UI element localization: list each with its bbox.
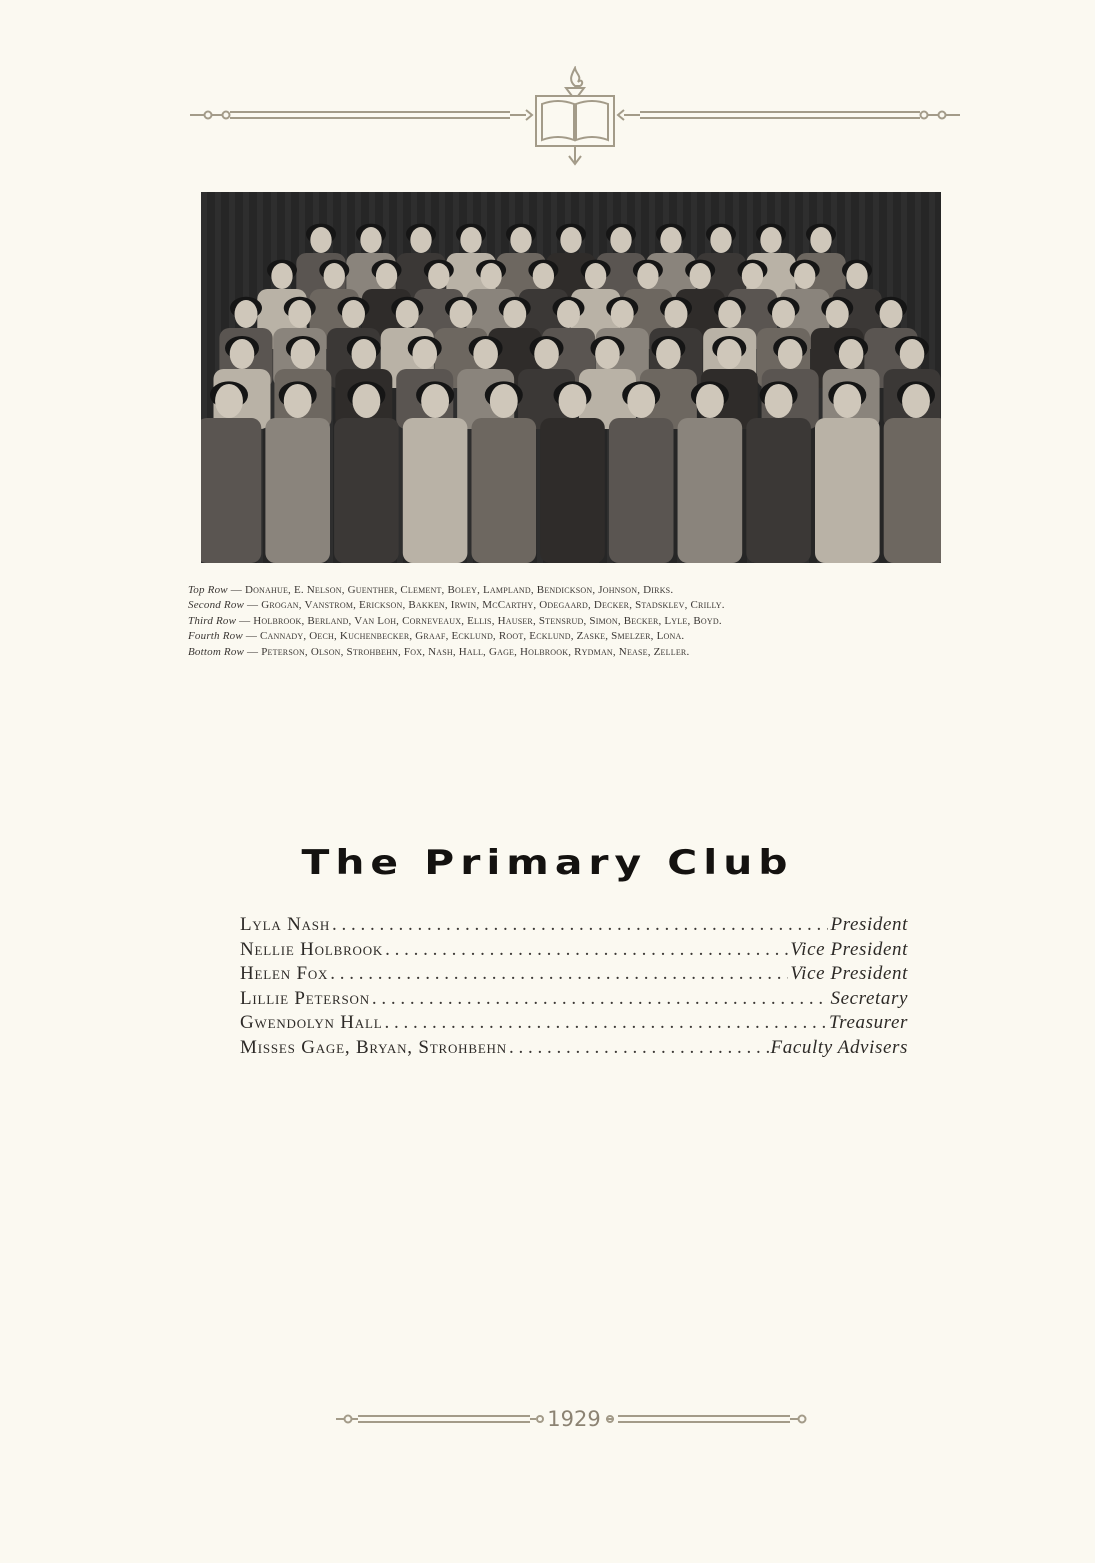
caption-row-second: Second Row — Grogan, Vanstrom, Erickson, Bakken, Irwin, McCarthy, Odegaard, Decker, Stadsklev, Crilly. xyxy=(188,599,725,612)
officer-role: Secretary xyxy=(830,987,908,1009)
officer-row xyxy=(240,938,908,963)
photo-caption xyxy=(188,583,988,660)
officer-name: Gwendolyn Hall xyxy=(240,1012,383,1033)
officer-role: Treasurer xyxy=(829,1012,908,1033)
caption-row-bottom: Bottom Row — Peterson, Olson, Strohbehn, Fox, Nash, Hall, Gage, Holbrook, Rydman, Nease, Zeller. xyxy=(188,645,690,658)
officer-row xyxy=(240,1036,908,1061)
officer-row xyxy=(240,962,908,987)
dot-leader xyxy=(385,938,788,963)
officer-row xyxy=(240,913,908,938)
officer-name: Lillie Peterson xyxy=(240,987,370,1009)
footer-year: 1929 xyxy=(547,1407,601,1431)
dot-leader xyxy=(384,1011,827,1036)
officer-name: Misses Gage, Bryan, Strohbehn xyxy=(240,1036,507,1058)
officer-row xyxy=(240,1011,908,1036)
officer-row xyxy=(240,987,908,1012)
officer-role: Faculty Advisers xyxy=(770,1036,908,1058)
caption-row-third: Third Row — Holbrook, Berland, Van Loh, Corneveaux, Ellis, Hauser, Stensrud, Simon, Becker, Lyle, Boyd. xyxy=(188,614,722,627)
dot-leader xyxy=(509,1036,769,1061)
group-photo xyxy=(201,192,941,563)
officer-name: Nellie Holbrook xyxy=(240,938,384,960)
officer-role: Vice President xyxy=(790,938,908,960)
officer-name: Helen Fox xyxy=(240,963,329,984)
officers-list xyxy=(240,913,908,1060)
officer-name: Lyla Nash xyxy=(240,914,331,935)
caption-row-top: Top Row — Donahue, E. Nelson, Guenther, Clement, Boley, Lampland, Bendickson, Johnson, Dirks. xyxy=(188,584,674,596)
officer-role: Vice President xyxy=(790,963,908,984)
torch-and-open-book-icon xyxy=(190,66,960,170)
page-title: The Primary Club xyxy=(301,843,794,883)
dot-leader xyxy=(332,913,828,938)
group-photo-icon xyxy=(201,192,941,563)
dot-leader xyxy=(372,987,829,1012)
dot-leader xyxy=(330,962,788,987)
officer-role: President xyxy=(830,914,908,935)
caption-row-fourth: Fourth Row — Cannady, Oech, Kuchenbecker, Graaf, Ecklund, Root, Ecklund, Zaske, Smelzer, Lona. xyxy=(188,630,685,643)
footer-ornament xyxy=(336,1404,812,1434)
